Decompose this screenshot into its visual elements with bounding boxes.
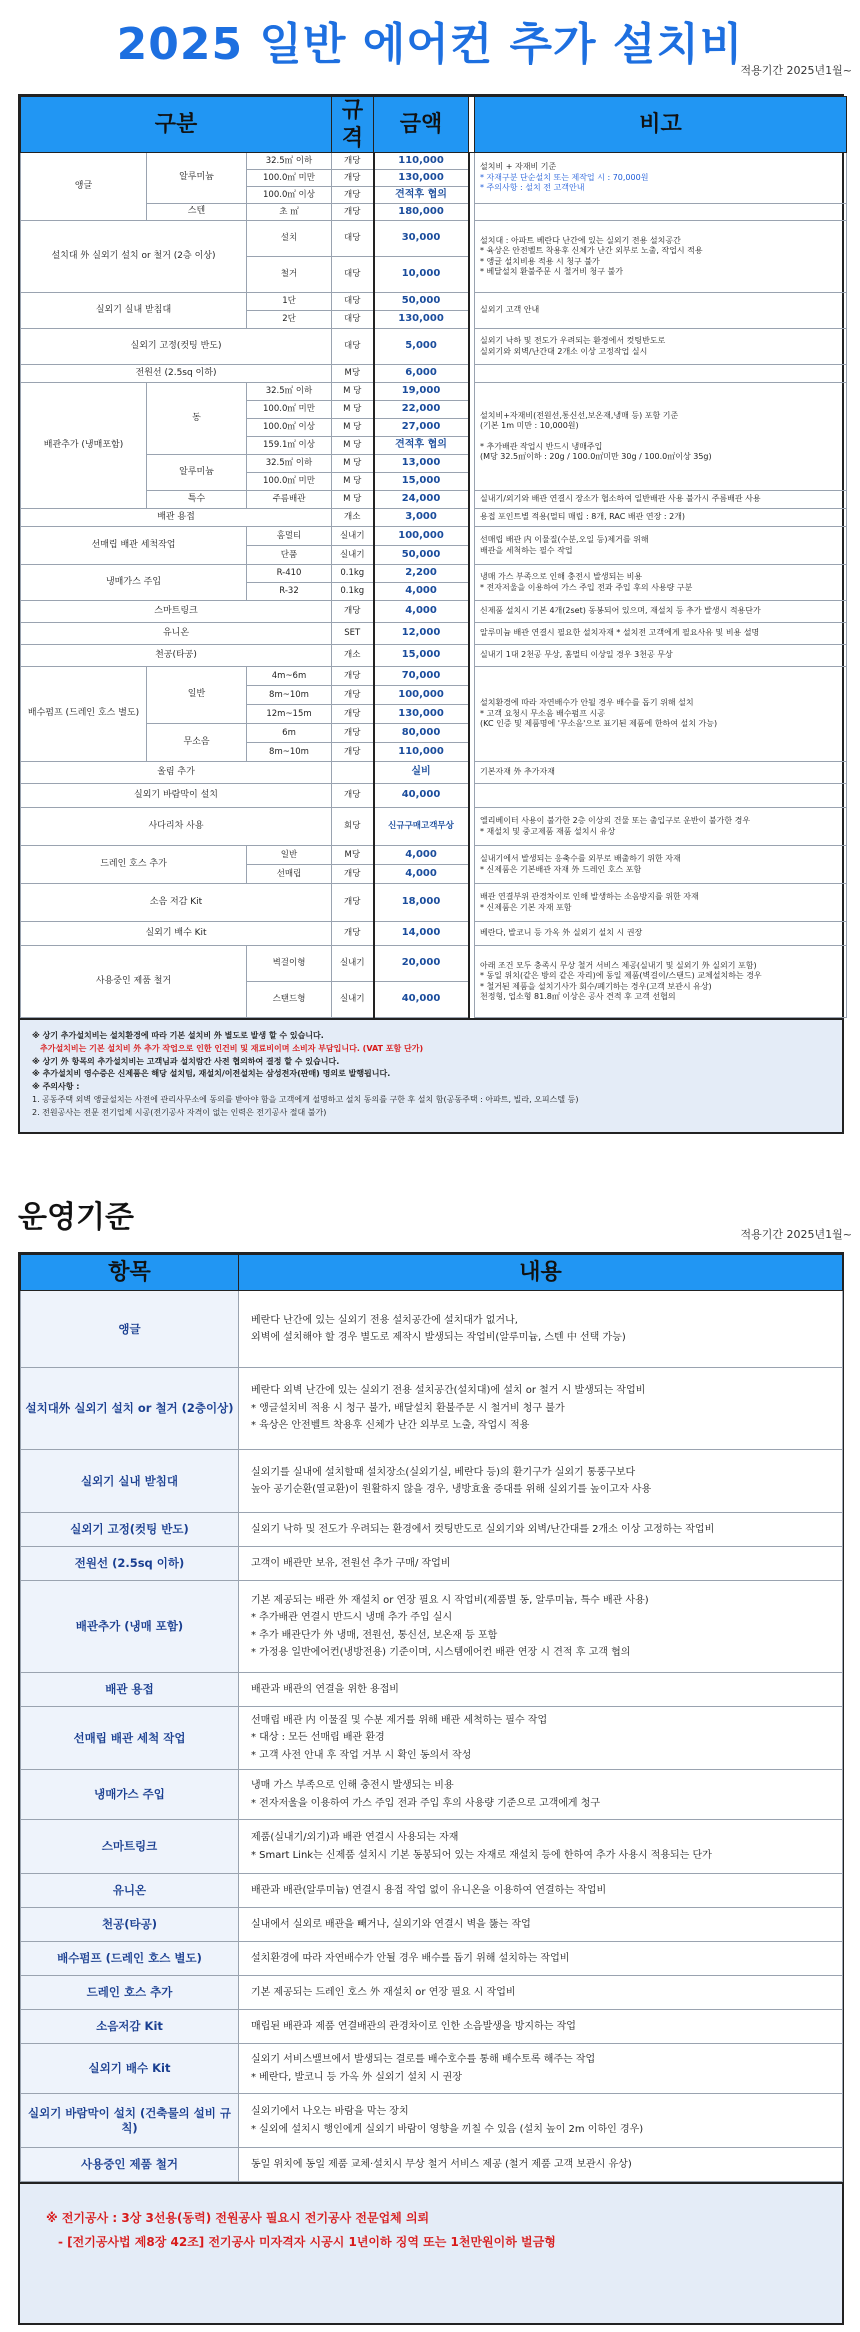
note-stand: 설치대 : 아파트 베란다 난간에 있는 실외기 전용 설치공간 * 육상은 안전벨트 착용후 신체가 난간 외부로 노출, 작업시 적용 * 앵글 설치비용 적용 시 청구 불가 * 베달설치 환불주문 시 철거비 청구 불가 xyxy=(475,221,847,293)
spec: 선매립 xyxy=(247,865,332,884)
ops-content-line: 베란다 외벽 난간에 있는 실외기 전용 설치공간(설치대)에 설치 or 철거 시 발생되는 작업비 xyxy=(251,1385,646,1397)
unit: 대당 xyxy=(332,293,374,311)
amount: 10,000 xyxy=(374,257,469,293)
ops-item: 앵글 xyxy=(21,1291,239,1368)
spec: 스탠드형 xyxy=(247,982,332,1018)
ops-content-line: 실내에서 실외로 배관을 빼거나, 실외기와 연결시 벽을 뚫는 작업 xyxy=(251,1918,531,1930)
cat-extra: 올림 추가 xyxy=(21,762,332,784)
spec: 32.5㎡ 이하 xyxy=(247,383,332,401)
ops-row xyxy=(21,2010,843,2044)
ops-row xyxy=(21,1942,843,1976)
header-remark: 비고 xyxy=(475,97,847,153)
ops-content-line: 기본 제공되는 배관 外 재설치 or 연장 필요 시 작업비(제품별 동, 알루미늄, 특수 배관 사용) xyxy=(251,1594,649,1606)
note: 실내기 1대 2천공 무상, 홈멀티 이상일 경우 3천공 무상 xyxy=(475,645,847,667)
ops-content xyxy=(239,1820,843,1874)
ops-content-line: 실외기를 실내에 설치할때 설치장소(실외기실, 베란다 등)의 환기구가 실외기 통풍구보다 xyxy=(251,1466,636,1478)
note-gas: 냉매 가스 부족으로 인해 충전시 발생되는 비용 * 전자저울을 이용하여 가스 주입 전과 주입 후의 사용량 구분 xyxy=(475,565,847,601)
ops-row xyxy=(21,1547,843,1581)
ops-row xyxy=(21,1291,843,1368)
ops-item: 드레인 호스 추가 xyxy=(21,1976,239,2010)
ops-item: 냉매가스 주입 xyxy=(21,1770,239,1820)
unit: 대당 xyxy=(332,329,374,365)
ops-row xyxy=(21,1770,843,1820)
note-fix: 실외기 낙하 및 전도가 우려되는 환경에서 컷팅반도로 실외기와 외벽/난간대 2개소 이상 고정작업 실시 xyxy=(475,329,847,365)
unit: 개당 xyxy=(332,743,374,762)
note-noise: 배관 연결부위 관경차이로 인해 발생하는 소음방지를 위한 자재 * 신제품은 기본 자재 포함 xyxy=(475,884,847,922)
ops-content-line: 냉매 가스 부족으로 인해 충전시 발생되는 비용 xyxy=(251,1780,454,1791)
spec: 100.0㎡ 미만 xyxy=(247,401,332,419)
cat-clean: 선매립 배관 세척작업 xyxy=(21,527,247,565)
ops-content xyxy=(239,1513,843,1547)
note-pipe: 설치비+자재비(전원선,통신선,보온재,냉매 등) 포함 기준 (기본 1m 미만 : 10,000원) * 추가배관 작업시 반드시 냉매주입 (M당 32.5㎡이하 : 20g / 100.0㎡미만 30g / 100.0㎡이상 35g) xyxy=(475,383,847,491)
ops-content xyxy=(239,2094,843,2148)
ops-content-line: * 가정용 일반에어컨(냉방전용) 기준이며, 시스템에어컨 배관 연장 시 견적 후 고객 협의 xyxy=(251,1647,631,1658)
ops-content xyxy=(239,1942,843,1976)
amount: 18,000 xyxy=(374,884,469,922)
note-line: ※ 상기 外 항목의 추가설치비는 고객님과 설치람간 사전 협의하여 결정 할 수 있습니다. xyxy=(32,1056,340,1066)
unit: 개소 xyxy=(332,509,374,527)
amount: 15,000 xyxy=(374,473,469,491)
cat-angle: 앵글 xyxy=(21,153,147,221)
ops-content-line: * 추가배관 연결시 반드시 냉매 추가 주입 실시 xyxy=(251,1612,453,1623)
amount: 100,000 xyxy=(374,686,469,705)
amount: 50,000 xyxy=(374,546,469,565)
amount: 4,000 xyxy=(374,601,469,623)
unit: 개당 xyxy=(332,667,374,686)
amount: 180,000 xyxy=(374,204,469,221)
ops-item: 사용중인 제품 철거 xyxy=(21,2148,239,2182)
ops-content xyxy=(239,1908,843,1942)
spec: R-410 xyxy=(247,565,332,583)
spec: 단품 xyxy=(247,546,332,565)
sub-aluminum: 알루미늄 xyxy=(147,153,247,204)
amount: 4,000 xyxy=(374,865,469,884)
cat-fix: 실외기 고정(컷팅 반도) xyxy=(21,329,332,365)
unit: 개당 xyxy=(332,865,374,884)
sub-silent: 무소음 xyxy=(147,724,247,762)
ops-footer xyxy=(20,2182,842,2323)
ops-item: 실외기 바람막이 설치 (건축물의 설비 규칙) xyxy=(21,2094,239,2148)
unit: 개당 xyxy=(332,884,374,922)
sub-aluminum: 알루미늄 xyxy=(147,455,247,491)
ops-item: 선매립 배관 세척 작업 xyxy=(21,1707,239,1770)
note: 신제품 설치시 기본 4개(2set) 동봉되어 있으며, 재설치 등 추가 발생시 적용단가 xyxy=(475,601,847,623)
amount: 견적후 협의 xyxy=(374,187,469,204)
ops-row xyxy=(21,1368,843,1450)
cat-weld: 배관 용접 xyxy=(21,509,332,527)
ops-content-line: 외벽에 설치해야 할 경우 별도로 제작시 발생되는 작업비(알루미늄, 스텐 中 선택 가능) xyxy=(251,1332,626,1343)
ops-item: 스마트링크 xyxy=(21,1820,239,1874)
cat-power: 전원선 (2.5sq 이하) xyxy=(21,365,332,383)
note: 실내기/외기와 배관 연결시 장소가 협소하여 일반배관 사용 불가시 주름배관 사용 xyxy=(475,491,847,509)
note-clean: 선매립 배관 内 이물질(수분,오일 등)제거를 위해 배관을 세척하는 필수 작업 xyxy=(475,527,847,565)
ops-item: 소음저감 Kit xyxy=(21,2010,239,2044)
ops-content-line: * 베란다, 발코니 등 가옥 外 실외기 설치 시 권장 xyxy=(251,2071,463,2083)
ops-item: 유니온 xyxy=(21,1874,239,1908)
note-support: 실외기 고객 안내 xyxy=(475,293,847,329)
ops-content-line: 고객이 배관만 보유, 전원선 추가 구매/ 작업비 xyxy=(251,1557,451,1569)
ops-content-line: * 육상은 안전벨트 착용후 신체가 난간 외부로 노출, 작업시 적용 xyxy=(251,1420,530,1432)
cat-windbreak: 실외기 바람막이 설치 xyxy=(21,784,332,808)
ops-content-line: * 대상 : 모든 선매립 배관 환경 xyxy=(251,1732,385,1744)
spec: 초 ㎡ xyxy=(247,204,332,221)
amount: 20,000 xyxy=(374,946,469,982)
ops-content xyxy=(239,1976,843,2010)
ops-content xyxy=(239,2148,843,2182)
cat-drain-hose: 드레인 호스 추가 xyxy=(21,846,247,884)
unit: 0.1kg xyxy=(332,565,374,583)
ops-item: 실외기 실내 받침대 xyxy=(21,1450,239,1513)
ops-content xyxy=(239,1450,843,1513)
ops-row xyxy=(21,1673,843,1707)
note-angle: 설치비 + 자재비 기준 * 자재구분 단순설치 또는 제작업 시 : 70,000원 * 주의사항 : 설치 전 고객안내 xyxy=(475,153,847,204)
note: 알루미늄 배관 연결시 필요한 설치자재 * 설치전 고객에게 필요사유 및 비용 설명 xyxy=(475,623,847,645)
amount: 40,000 xyxy=(374,784,469,808)
unit: 0.1kg xyxy=(332,583,374,601)
unit: 회당 xyxy=(332,808,374,846)
ops-item: 전원선 (2.5sq 이하) xyxy=(21,1547,239,1581)
amount: 130,000 xyxy=(374,705,469,724)
note-ladder: 엘리베이터 사용이 불가한 2층 이상의 건물 또는 출입구로 운반이 불가한 경우 * 재설치 및 중고제품 재품 설치시 유상 xyxy=(475,808,847,846)
ops-title: 운영기준 xyxy=(18,1200,134,1235)
ops-content-line: 매립된 배관과 제품 연결배관의 관경차이로 인한 소음발생을 방지하는 작업 xyxy=(251,2020,576,2032)
ops-content-line: 설치환경에 따라 자연배수가 안될 경우 배수를 돕기 위해 설치하는 작업비 xyxy=(251,1952,570,1964)
sub-normal: 일반 xyxy=(147,667,247,724)
price-notes xyxy=(20,1018,842,1132)
header-category: 구분 xyxy=(21,97,332,153)
unit: 대당 xyxy=(332,221,374,257)
amount: 19,000 xyxy=(374,383,469,401)
amount: 6,000 xyxy=(374,365,469,383)
ops-row xyxy=(21,2094,843,2148)
ops-content-line: 배관과 배관의 연결을 위한 용접비 xyxy=(251,1683,399,1695)
amount: 14,000 xyxy=(374,922,469,946)
ops-content xyxy=(239,1547,843,1581)
unit: SET xyxy=(332,623,374,645)
ops-content xyxy=(239,1368,843,1450)
note-line: ※ 상기 추가설치비는 설치환경에 따라 기본 설치비 外 별도로 발생 할 수 있습니다. xyxy=(32,1031,324,1040)
cat-gas: 냉매가스 주입 xyxy=(21,565,247,601)
period-label: 적용기간 2025년1월~ xyxy=(740,64,852,77)
amount: 12,000 xyxy=(374,623,469,645)
spec: 일반 xyxy=(247,846,332,865)
note-drain-pump: 설치환경에 따라 자연배수가 안될 경우 배수를 돕기 위해 설치 * 고객 요청시 무소음 배수펌프 시공 (KC 인증 및 제품명에 '무소음'으로 표기된 제품에 한하여 설치 가능) xyxy=(475,667,847,762)
ops-content-line: 선매립 배관 内 이물질 및 수분 제거를 위해 배관 세척하는 필수 작업 xyxy=(251,1714,548,1726)
sub-steel: 스텐 xyxy=(147,204,247,221)
unit: 실내기 xyxy=(332,546,374,565)
ops-header-content: 내용 xyxy=(239,1255,843,1291)
cat-smartlink: 스마트링크 xyxy=(21,601,332,623)
cat-drain-kit: 실외기 배수 Kit xyxy=(21,922,332,946)
ops-content xyxy=(239,2010,843,2044)
ops-content-line: * 실외에 설치시 행인에게 실외기 바람이 영향을 끼칠 수 있음 (설치 높이 2m 이하인 경우) xyxy=(251,2123,644,2135)
spec: 4m~6m xyxy=(247,667,332,686)
spec: 12m~15m xyxy=(247,705,332,724)
cat-union: 유니온 xyxy=(21,623,332,645)
unit: 개소 xyxy=(332,645,374,667)
spec: 8m~10m xyxy=(247,743,332,762)
cat-noise-kit: 소음 저감 Kit xyxy=(21,884,332,922)
cat-drain-pump: 배수펌프 (드레인 호스 별도) xyxy=(21,667,147,762)
ops-row xyxy=(21,1707,843,1770)
ops-header-item: 항목 xyxy=(21,1255,239,1291)
amount: 4,000 xyxy=(374,846,469,865)
amount: 실비 xyxy=(374,762,469,784)
amount: 110,000 xyxy=(374,153,469,170)
ops-item: 실외기 배수 Kit xyxy=(21,2044,239,2094)
cat-pipe: 배관추가 (냉매포함) xyxy=(21,383,147,509)
unit: 개당 xyxy=(332,170,374,187)
ops-content-line: 높아 공기순환(열교환)이 원활하지 않을 경우, 냉방효율 증대를 위해 실외기를 높이고자 사용 xyxy=(251,1484,652,1495)
spec: 1단 xyxy=(247,293,332,311)
unit: 개당 xyxy=(332,153,374,170)
ops-content-line: 기본 제공되는 드레인 호스 外 재설치 or 연장 필요 시 작업비 xyxy=(251,1986,516,1998)
ops-row xyxy=(21,1874,843,1908)
ops-content-line: 실외기 서비스밸브에서 발생되는 결로를 배수호수를 통해 배수토록 해주는 작업 xyxy=(251,2054,596,2065)
ops-content-line: * 전자저울을 이용하여 가스 주입 전과 주입 후의 사용량 기준으로 고객에게 청구 xyxy=(251,1797,601,1809)
spec: 벽걸이형 xyxy=(247,946,332,982)
footer-line: ※ 전기공사 : 3상 3선용(동력) 전원공사 필요시 전기공사 전문업체 의뢰 xyxy=(46,2211,430,2225)
ops-content xyxy=(239,1291,843,1368)
unit: 실내기 xyxy=(332,982,374,1018)
cat-removal: 사용중인 제품 철거 xyxy=(21,946,247,1018)
amount: 130,000 xyxy=(374,170,469,187)
ops-content-line: * 고객 사전 안내 후 작업 거부 시 확인 동의서 작성 xyxy=(251,1749,472,1761)
spec: R-32 xyxy=(247,583,332,601)
unit: 개당 xyxy=(332,686,374,705)
ops-row xyxy=(21,1976,843,2010)
ops-content xyxy=(239,1581,843,1673)
unit: M 당 xyxy=(332,455,374,473)
ops-content-line: 실외기 낙하 및 전도가 우려되는 환경에서 컷팅반도로 실외기와 외벽/난간대를 2개소 이상 고정하는 작업비 xyxy=(251,1523,715,1535)
ops-row xyxy=(21,2044,843,2094)
amount: 13,000 xyxy=(374,455,469,473)
ops-row xyxy=(21,1513,843,1547)
unit: M 당 xyxy=(332,473,374,491)
amount: 40,000 xyxy=(374,982,469,1018)
note-line: 2. 전원공사는 전문 전기업체 시공(전기공사 자격이 없는 인력은 전기공사 절대 불가) xyxy=(32,1107,327,1117)
unit: 개당 xyxy=(332,784,374,808)
amount: 50,000 xyxy=(374,293,469,311)
ops-item: 천공(타공) xyxy=(21,1908,239,1942)
unit: M 당 xyxy=(332,419,374,437)
spec: 철거 xyxy=(247,257,332,293)
ops-content-line: * 앵글설치비 적용 시 청구 불가, 배달설치 환불주문 시 철거비 청구 불가 xyxy=(251,1402,565,1414)
ops-content xyxy=(239,1673,843,1707)
spec: 100.0㎡ 이상 xyxy=(247,419,332,437)
ops-content xyxy=(239,2044,843,2094)
note: 기본자재 外 추가자재 xyxy=(475,762,847,784)
amount: 4,000 xyxy=(374,583,469,601)
amount: 15,000 xyxy=(374,645,469,667)
ops-item: 설치대外 실외기 설치 or 철거 (2층이상) xyxy=(21,1368,239,1450)
note-line: ※ 주의사항 : xyxy=(32,1082,80,1092)
unit: 개당 xyxy=(332,601,374,623)
amount: 견적후 협의 xyxy=(374,437,469,455)
spec: 100.0㎡ 미만 xyxy=(247,473,332,491)
ops-row xyxy=(21,1581,843,1673)
sub-copper: 동 xyxy=(147,383,247,455)
spec: 32.5㎡ 이하 xyxy=(247,455,332,473)
unit: M 당 xyxy=(332,437,374,455)
unit: 개당 xyxy=(332,922,374,946)
ops-content xyxy=(239,1770,843,1820)
note: 용접 포인트별 적용(멀티 매립 : 8개, RAC 배관 연장 : 2개) xyxy=(475,509,847,527)
ops-content-line: 배관과 배관(알루미늄) 연결시 용접 작업 없이 유니온을 이용하여 연결하는 작업비 xyxy=(251,1884,607,1896)
unit: M당 xyxy=(332,846,374,865)
amount: 80,000 xyxy=(374,724,469,743)
ops-content xyxy=(239,1874,843,1908)
ops-item: 배관추가 (냉매 포함) xyxy=(21,1581,239,1673)
unit: M 당 xyxy=(332,383,374,401)
cat-ladder: 사다리차 사용 xyxy=(21,808,332,846)
ops-content-line: * 추가 배관단가 外 냉매, 전원선, 통신선, 보온재 등 포함 xyxy=(251,1629,498,1641)
ops-content xyxy=(239,1707,843,1770)
spec: 6m xyxy=(247,724,332,743)
amount: 5,000 xyxy=(374,329,469,365)
amount: 3,000 xyxy=(374,509,469,527)
amount: 22,000 xyxy=(374,401,469,419)
ops-content-line: 베란다 난간에 있는 실외기 전용 설치공간에 설치대가 없거나, xyxy=(251,1314,518,1326)
amount: 70,000 xyxy=(374,667,469,686)
note-line: 추가설치비는 기본 설치비 外 추가 작업으로 인한 인건비 및 재료비이며 소비자 부담입니다. (VAT 포함 단가) xyxy=(40,1043,424,1053)
sub-special: 특수 xyxy=(147,491,247,509)
page-title: 2025 일반 에어컨 추가 설치비 xyxy=(116,19,744,70)
unit: 개당 xyxy=(332,724,374,743)
unit: 개당 xyxy=(332,705,374,724)
ops-row xyxy=(21,1450,843,1513)
amount: 110,000 xyxy=(374,743,469,762)
header-unit: 규격 xyxy=(332,97,374,153)
ops-item: 실외기 고정(컷팅 반도) xyxy=(21,1513,239,1547)
unit: 대당 xyxy=(332,311,374,329)
spec: 100.0㎡ 이상 xyxy=(247,187,332,204)
amount: 30,000 xyxy=(374,221,469,257)
amount: 2,200 xyxy=(374,565,469,583)
ops-content-line: 제품(실내기/외기)과 배관 연결시 사용되는 자재 xyxy=(251,1832,459,1843)
ops-content-line: 실외기에서 나오는 바람을 막는 장치 xyxy=(251,2106,409,2117)
price-table xyxy=(18,94,844,1134)
note-line: ※ 추가설치비 영수증은 신제품은 해당 설치팀, 재설치/이전설치는 삼성전자(판매) 명의로 발행됩니다. xyxy=(32,1069,391,1079)
unit: M 당 xyxy=(332,401,374,419)
unit: 실내기 xyxy=(332,527,374,546)
spec: 100.0㎡ 미만 xyxy=(247,170,332,187)
ops-row xyxy=(21,1908,843,1942)
note: 베란다, 발코니 등 가옥 外 실외기 설치 시 권장 xyxy=(475,922,847,946)
footer-line: - [전기공사법 제8장 42조] 전기공사 미자격자 시공시 1년이하 징역 또는 1천만원이하 벌금형 xyxy=(58,2235,556,2249)
unit: M당 xyxy=(332,365,374,383)
note-line: 1. 공동주택 외벽 앵글설치는 사전에 관리사무소에 동의를 받아야 함을 고객에게 설명하고 설치 동의를 구한 후 설치 함(공동주택 : 아파트, 빌라, 오피스텔 등) xyxy=(32,1094,579,1104)
ops-content-line: * Smart Link는 신제품 설치시 기본 동봉되어 있는 자재로 재설치 등에 한하여 추가 사용시 적용되는 단가 xyxy=(251,1849,712,1861)
ops-row xyxy=(21,1820,843,1874)
unit: 실내기 xyxy=(332,946,374,982)
spec: 32.5㎡ 이하 xyxy=(247,153,332,170)
spec: 8m~10m xyxy=(247,686,332,705)
amount: 27,000 xyxy=(374,419,469,437)
unit: 개당 xyxy=(332,204,374,221)
header-amount: 금액 xyxy=(374,97,469,153)
unit: M 당 xyxy=(332,491,374,509)
unit: 대당 xyxy=(332,257,374,293)
cat-stand: 설치대 外 실외기 설치 or 철거 (2층 이상) xyxy=(21,221,247,293)
ops-period-label: 적용기간 2025년1월~ xyxy=(740,1228,852,1241)
amount: 24,000 xyxy=(374,491,469,509)
ops-row xyxy=(21,2148,843,2182)
note-removal: 아래 조건 모두 충족시 무상 철거 서비스 제공(실내기 및 실외기 外 실외기 포함) * 동일 위치(같은 방의 같은 자리)에 동일 제품(벽걸이/스탠드) 교체설치하는 경우 * 철거된 제품을 설치기사가 회수/폐기하는 경우(고객 보관시 유상) 천정형, 업소형 81.8㎡ 이상은 공사 견적 후 고객 선협의 xyxy=(475,946,847,1018)
amount: 신규구매고객무상 xyxy=(374,808,469,846)
ops-item: 배관 용접 xyxy=(21,1673,239,1707)
cat-support: 실외기 실내 받침대 xyxy=(21,293,247,329)
ops-item: 배수펌프 (드레인 호스 별도) xyxy=(21,1942,239,1976)
ops-content-line: 동일 위치에 동일 제품 교체·설치시 무상 철거 서비스 제공 (철거 제품 고객 보관시 유상) xyxy=(251,2158,632,2170)
note-drain-hose: 실내기에서 발생되는 응축수를 외부로 배출하기 위한 자재 * 신제품은 기본배관 자재 外 드레인 호스 포함 xyxy=(475,846,847,884)
amount: 130,000 xyxy=(374,311,469,329)
spec: 홈멀티 xyxy=(247,527,332,546)
spec: 설치 xyxy=(247,221,332,257)
ops-table xyxy=(18,1252,844,2325)
unit: 개당 xyxy=(332,187,374,204)
amount: 100,000 xyxy=(374,527,469,546)
spec: 159.1㎡ 이상 xyxy=(247,437,332,455)
spec: 주름배관 xyxy=(247,491,332,509)
spec: 2단 xyxy=(247,311,332,329)
cat-drill: 천공(타공) xyxy=(21,645,332,667)
